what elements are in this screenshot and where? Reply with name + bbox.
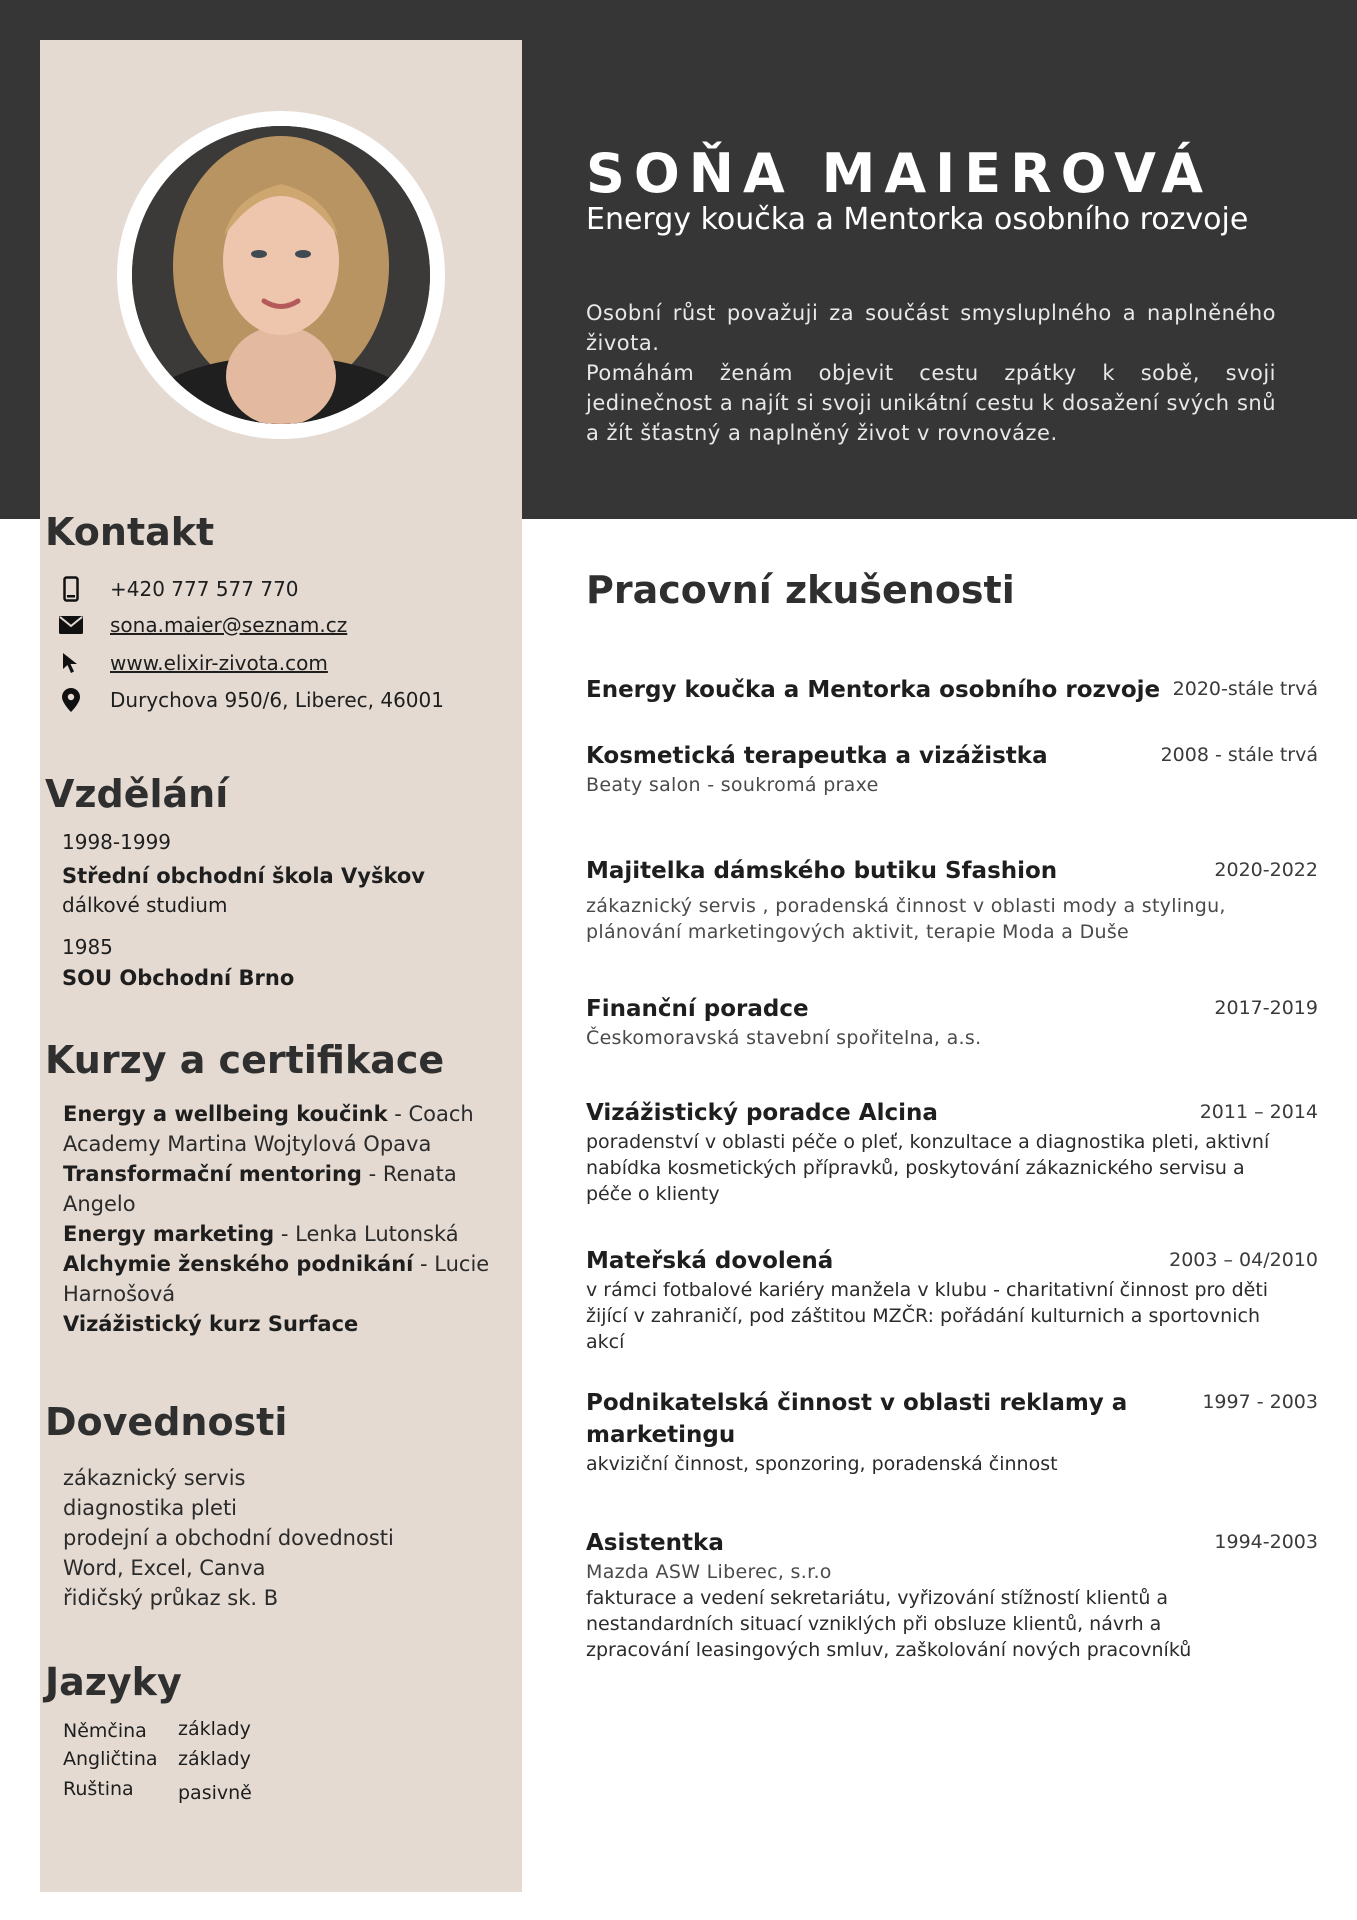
intro-paragraph-2: Pomáhám ženám objevit cestu zpátky k sobě, svoji jedinečnost a najít si svoji unikátní cestu k dosažení svých snů a žít šťastný a naplněný život v rovnováze. (586, 361, 1276, 445)
education-school: Střední obchodní škola Vyškov (62, 864, 425, 888)
course-provider: - Lucie Harnošová (63, 1252, 490, 1306)
job-title: Mateřská dovolená (586, 1248, 834, 1274)
email-link[interactable]: sona.maier@seznam.cz (110, 613, 348, 637)
job-employer: Beaty salon - soukromá praxe (586, 774, 879, 796)
job-description: akviziční činnost, sponzoring, poradenská činnost (586, 1453, 1058, 1475)
education-year: 1985 (62, 935, 113, 959)
course-name: Energy marketing (63, 1222, 275, 1246)
language-name: Němčina (63, 1720, 147, 1742)
job-description: zákaznický servis , poradenská činnost v oblasti mody a stylingu, plánování marketingových aktivit, terapie Moda a Duše (586, 895, 1226, 943)
course-name: Transformační mentoring (63, 1162, 362, 1186)
course-provider: - Lenka Lutonská (274, 1222, 459, 1246)
job-dates: 2008 - stále trvá (1160, 744, 1318, 766)
skill-item: prodejní a obchodní dovednosti (63, 1526, 394, 1550)
contact-phone (58, 576, 299, 602)
course-item (63, 1309, 503, 1339)
website-link[interactable]: www.elixir-zivota.com (110, 651, 328, 675)
job-title: Kosmetická terapeutka a vizážistka (586, 743, 1048, 769)
candidate-name: SOŇA MAIEROVÁ (586, 142, 1213, 205)
skill-item: diagnostika pleti (63, 1496, 238, 1520)
job-dates: 2020-2022 (1214, 859, 1318, 881)
course-name: Vizážistický kurz Surface (63, 1312, 359, 1336)
job-employer: Českomoravská stavební spořitelna, a.s. (586, 1027, 982, 1049)
courses-list (63, 1099, 503, 1339)
location-pin-icon (58, 687, 84, 713)
contact-heading: Kontakt (45, 510, 215, 554)
job-entry (586, 855, 1318, 945)
job-description: fakturace a vedení sekretariátu, vyřizování stížností klientů a nestandardních situací vzniklých při obsluze klientů, návrh a zpracování leasingových smluv, zaškolování nových pracovníků (586, 1587, 1192, 1661)
job-title: Podnikatelská činnost v oblasti reklamy a marketingu (586, 1390, 1128, 1448)
education-school: SOU Obchodní Brno (62, 966, 295, 990)
experience-heading: Pracovní zkušenosti (586, 568, 1015, 612)
phone-number: +420 777 577 770 (110, 577, 299, 601)
job-title: Asistentka (586, 1530, 724, 1556)
course-provider: - Renata Angelo (63, 1162, 457, 1216)
job-employer: Mazda ASW Liberec, s.r.o (586, 1561, 832, 1583)
education-heading: Vzdělání (45, 772, 229, 816)
course-name: Energy a wellbeing koučink (63, 1102, 388, 1126)
job-description: poradenství v oblasti péče o pleť, konzultace a diagnostika pleti, aktivní nabídka kosmetických přípravků, poskytování zákaznického servisu a péče o klienty (586, 1131, 1270, 1205)
course-provider: - Coach Academy Martina Wojtylová Opava (63, 1102, 474, 1156)
job-title: Vizážistický poradce Alcina (586, 1100, 938, 1126)
job-entry (586, 674, 1318, 706)
contact-web (58, 650, 328, 676)
job-dates: 2017-2019 (1214, 997, 1318, 1019)
job-entry (586, 740, 1318, 798)
job-title: Finanční poradce (586, 996, 809, 1022)
job-description: v rámci fotbalové kariéry manžela v klubu - charitativní činnost pro děti žijící v zahraničí, pod záštitou MZČR: pořádání kulturnich a sportovnich akcí (586, 1279, 1269, 1353)
job-entry (586, 1097, 1318, 1207)
education-note: dálkové studium (62, 893, 228, 917)
job-entry (586, 1527, 1318, 1663)
address-text: Durychova 950/6, Liberec, 46001 (110, 688, 444, 712)
job-dates: 2020-stále trvá (1172, 678, 1318, 700)
job-entry (586, 1387, 1318, 1477)
job-entry (586, 993, 1318, 1051)
course-name: Alchymie ženského podnikání (63, 1252, 414, 1276)
intro-text (586, 298, 1276, 448)
courses-heading: Kurzy a certifikace (45, 1038, 445, 1082)
language-level: základy (178, 1748, 251, 1770)
job-dates: 1997 - 2003 (1202, 1391, 1318, 1413)
skills-list (63, 1463, 394, 1613)
cursor-icon (58, 650, 84, 676)
course-item (63, 1159, 503, 1219)
language-level: základy (178, 1718, 251, 1740)
envelope-icon (58, 612, 84, 638)
course-item (63, 1099, 503, 1159)
job-dates: 2003 – 04/2010 (1169, 1249, 1318, 1271)
skill-item: zákaznický servis (63, 1466, 246, 1490)
job-dates: 2011 – 2014 (1199, 1101, 1318, 1123)
course-item (63, 1249, 503, 1309)
job-dates: 1994-2003 (1214, 1531, 1318, 1553)
contact-email (58, 612, 347, 638)
profile-photo (132, 126, 430, 424)
intro-paragraph-1: Osobní růst považuji za součást smysluplného a naplněného života. (586, 301, 1276, 355)
skill-item: řidičský průkaz sk. B (63, 1586, 279, 1610)
languages-heading: Jazyky (45, 1660, 182, 1704)
language-name: Angličtina (63, 1748, 158, 1770)
language-level: pasivně (178, 1782, 252, 1804)
contact-address (58, 687, 444, 713)
phone-icon (58, 576, 84, 602)
job-title: Energy koučka a Mentorka osobního rozvoje (586, 677, 1161, 703)
skills-heading: Dovednosti (45, 1400, 288, 1444)
job-entry (586, 1245, 1318, 1355)
course-item (63, 1219, 503, 1249)
language-name: Ruština (63, 1778, 134, 1800)
skill-item: Word, Excel, Canva (63, 1556, 266, 1580)
job-title: Majitelka dámského butiku Sfashion (586, 858, 1058, 884)
education-year: 1998-1999 (62, 830, 172, 854)
candidate-title: Energy koučka a Mentorka osobního rozvoje (586, 202, 1249, 237)
